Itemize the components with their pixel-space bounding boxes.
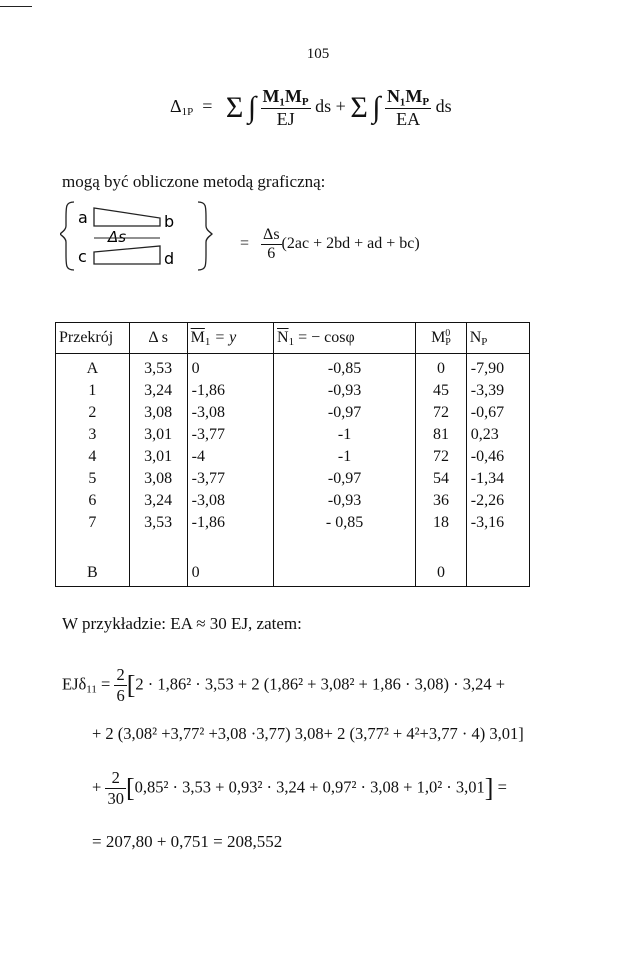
n1-symbol: $\overline{N}$: [277, 328, 289, 346]
header-przekroj: Przekrój: [56, 323, 130, 354]
top-rule: [0, 6, 32, 7]
frac-2b: 2: [105, 768, 126, 789]
simpson-formula: [240, 226, 420, 263]
cell-section: 5: [56, 468, 130, 490]
sum-symbol: Σ: [225, 91, 244, 124]
mp-symbol: M: [431, 328, 446, 346]
displacement-formula: [170, 86, 452, 130]
cell-mp: 72: [416, 402, 467, 424]
cell-section: 1: [56, 380, 130, 402]
integral-symbol-2: ∫: [372, 91, 381, 124]
cell-np: -3,16: [466, 512, 529, 534]
frac-30: 30: [107, 789, 124, 808]
calc-line-1: [62, 665, 505, 706]
label-d: d: [164, 249, 175, 268]
cell-np: -7,90: [466, 354, 529, 381]
label-a: a: [78, 208, 88, 227]
m1-symbol: $\overline{M}$: [190, 328, 205, 346]
upper-trapezoid: [94, 208, 160, 226]
frac-6: 6: [116, 686, 125, 705]
cell-n1: -0,93: [274, 380, 416, 402]
np-sub: P: [481, 335, 488, 348]
cell-section: 3: [56, 424, 130, 446]
delta-symbol: Δ: [170, 96, 182, 117]
numerator-sub-2: P: [422, 96, 430, 108]
table-row: [56, 534, 530, 587]
lower-trapezoid: [94, 246, 160, 264]
cell-section: B: [56, 534, 130, 587]
cell-n1: -1: [274, 424, 416, 446]
cell-ds: 3,01: [129, 424, 187, 446]
cell-n1: -1: [274, 446, 416, 468]
page-number: 105: [306, 46, 330, 62]
ej-delta: EJδ: [62, 674, 87, 694]
example-text: W przykładzie: EA ≈ 30 EJ, zatem:: [62, 614, 302, 633]
equals-sign: =: [202, 96, 213, 117]
calc-line-3-body: 0,85² · 3,53 + 0,93² · 3,24 + 0,97² · 3,08 + 1,0² · 3,01: [134, 777, 485, 797]
calc-line-3: [92, 768, 507, 809]
calc-line-3-end: =: [493, 777, 507, 797]
cell-m1: -1,86: [187, 380, 273, 402]
numerator-n1mp: N₁M: [387, 86, 423, 106]
ej-delta-sub: 11: [86, 683, 97, 696]
numerator-sub: P: [301, 96, 309, 108]
plus-sign: +: [335, 96, 346, 117]
mp-sup: 0: [445, 328, 451, 340]
open-bracket: [: [126, 670, 136, 700]
cell-n1: -0,93: [274, 490, 416, 512]
open-bracket-2: [: [125, 773, 135, 803]
cell-ds: 3,53: [129, 512, 187, 534]
integral-symbol: ∫: [247, 91, 257, 124]
cell-ds: 3,24: [129, 490, 187, 512]
simpson-expression: (2ac + 2bd + ad + bc): [281, 235, 420, 253]
cell-mp: 36: [416, 490, 467, 512]
simpson-den: 6: [267, 245, 276, 262]
cell-ds: 3,24: [129, 380, 187, 402]
cell-mp: 54: [416, 468, 467, 490]
fraction-m1mp-ej: [261, 86, 311, 130]
cell-mp: 0: [416, 534, 467, 587]
np-symbol: N: [469, 328, 482, 346]
calc-equals: =: [96, 674, 115, 694]
cell-mp: 81: [416, 424, 467, 446]
table-row: [56, 380, 530, 402]
cell-np: -0,67: [466, 402, 529, 424]
header-np: [466, 323, 529, 354]
cell-ds: 3,08: [129, 402, 187, 424]
table-row: [56, 512, 530, 534]
trapezoid-sketch: [60, 196, 220, 276]
cell-mp: 0: [416, 354, 467, 381]
cell-ds: 3,53: [129, 354, 187, 381]
header-mp: [416, 323, 467, 354]
cell-n1: -0,97: [274, 402, 416, 424]
cell-m1: 0: [187, 534, 273, 587]
section-table: [55, 322, 530, 587]
cell-section: 4: [56, 446, 130, 468]
cell-n1: [274, 534, 416, 587]
calc-result: = 207,80 + 0,751 = 208,552: [92, 832, 283, 851]
cell-mp: 45: [416, 380, 467, 402]
cell-section: 7: [56, 512, 130, 534]
intro-text: mogą być obliczone metodą graficzną:: [62, 172, 326, 191]
cell-ds: 3,08: [129, 468, 187, 490]
header-n1: [274, 323, 416, 354]
cell-m1: -4: [187, 446, 273, 468]
cell-m1: -3,08: [187, 402, 273, 424]
cell-m1: 0: [187, 354, 273, 381]
denominator-ej: EJ: [276, 109, 295, 129]
m1-sub: 1: [204, 335, 211, 348]
table-row: [56, 446, 530, 468]
calc-line-1-body: 2 · 1,86² · 3,53 + 2 (1,86² + 3,08² + 1,86 · 3,08) · 3,24 +: [135, 674, 506, 694]
cell-np: [466, 534, 529, 587]
simpson-num: Δs: [263, 226, 280, 243]
table-row: [56, 468, 530, 490]
cell-mp: 18: [416, 512, 467, 534]
ds-label-2: ds: [435, 96, 452, 117]
cell-np: -0,46: [466, 446, 529, 468]
table-row: [56, 402, 530, 424]
cell-np: -3,39: [466, 380, 529, 402]
cell-np: -1,34: [466, 468, 529, 490]
delta-subscript: 1P: [181, 106, 194, 119]
calc-line-2: + 2 (3,08² +3,77² +3,08 ·3,77) 3,08+ 2 (3,77² + 4²+3,77 · 4) 3,01]: [92, 724, 524, 743]
fraction-2-6: [114, 665, 126, 706]
label-b: b: [164, 212, 175, 231]
cell-m1: -3,77: [187, 468, 273, 490]
numerator-m1mp: M₁M: [262, 86, 302, 106]
n1-rest: = − cosφ: [294, 328, 355, 346]
mp-sub: P: [445, 337, 451, 349]
simpson-equals: =: [240, 235, 250, 253]
table-header-row: [56, 323, 530, 354]
cell-section: 6: [56, 490, 130, 512]
header-m1: [187, 323, 273, 354]
table-row: [56, 354, 530, 381]
cell-n1: -0,97: [274, 468, 416, 490]
fraction-n1mp-ea: [385, 86, 431, 130]
cell-np: -2,26: [466, 490, 529, 512]
sum-symbol-2: Σ: [350, 91, 368, 124]
cell-np: 0,23: [466, 424, 529, 446]
cell-n1: -0,85: [274, 354, 416, 381]
cell-n1: - 0,85: [274, 512, 416, 534]
cell-section: 2: [56, 402, 130, 424]
cell-mp: 72: [416, 446, 467, 468]
table-row: [56, 424, 530, 446]
simpson-fraction: [261, 226, 282, 263]
close-bracket: ]: [484, 773, 494, 803]
label-delta-s: Δs: [108, 228, 127, 246]
denominator-ea: EA: [396, 109, 421, 129]
calc-plus: +: [92, 777, 102, 797]
cell-m1: -3,77: [187, 424, 273, 446]
m1-rest: = y: [210, 328, 237, 346]
label-c: c: [78, 247, 87, 266]
cell-m1: -1,86: [187, 512, 273, 534]
ds-label: ds: [315, 96, 332, 117]
cell-section: A: [56, 354, 130, 381]
cell-m1: -3,08: [187, 490, 273, 512]
cell-ds: 3,01: [129, 446, 187, 468]
frac-2: 2: [116, 665, 125, 684]
table-row: [56, 490, 530, 512]
n1-sub: 1: [288, 335, 295, 348]
header-ds: Δ s: [129, 323, 187, 354]
fraction-2-30: [105, 768, 126, 809]
cell-ds: [129, 534, 187, 587]
